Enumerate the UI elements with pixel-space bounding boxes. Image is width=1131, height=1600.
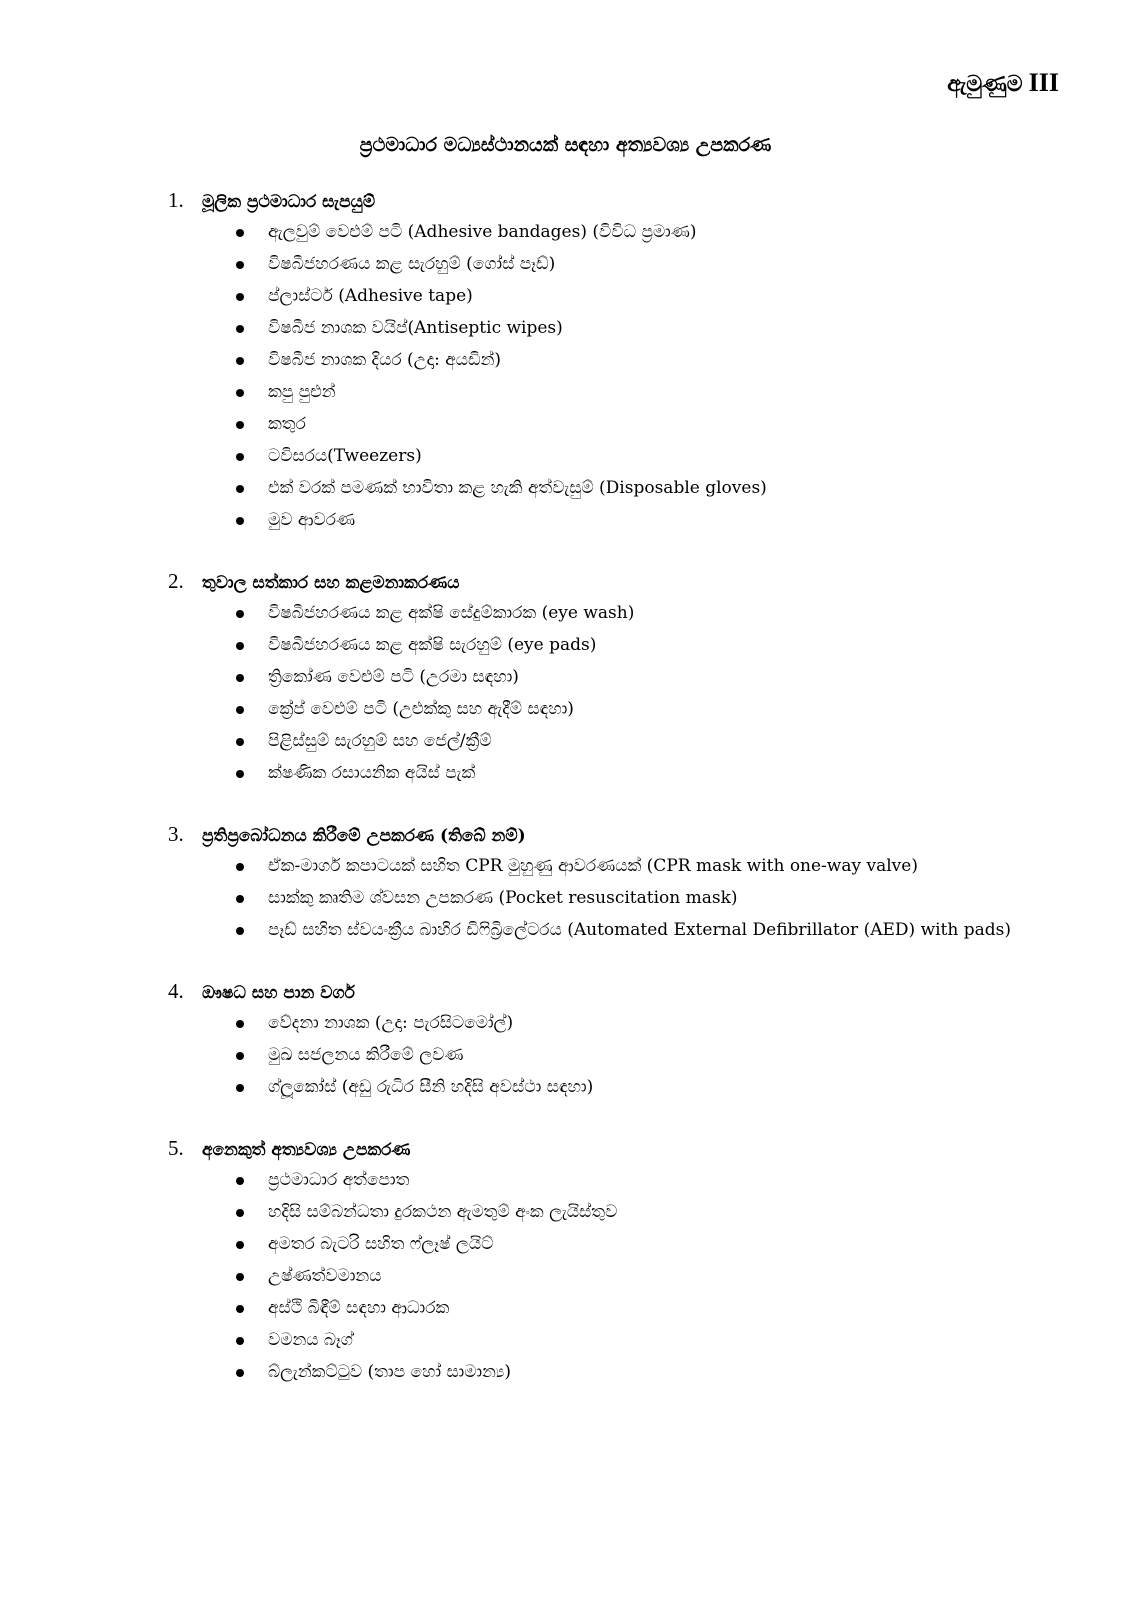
- bullet-icon: [236, 895, 244, 903]
- list-item: [236, 505, 1028, 537]
- document-title: ප්‍රථමාධාර මධ්‍යස්ථානයක් සඳහා අත්‍යවශ්‍ය උපකරණ: [359, 134, 772, 156]
- item-text: බ්ලැන්කට්ටුව (තාප හෝ සාමාන්‍ය): [268, 1362, 511, 1382]
- bullet-icon: [236, 1052, 244, 1060]
- section-number: 5.: [168, 1136, 184, 1160]
- section-title: තුවාල සත්කාර සහ කළමනාකරණය: [202, 573, 460, 593]
- item-text: පිළිස්සුම් සැරහුම් සහ ජෙල්/ක්‍රීම්: [268, 731, 492, 751]
- item-text: ප්‍රථමාධාර අත්පොත: [268, 1170, 410, 1190]
- item-text: අමතර බැටරි සහිත ෆ්ලෑෂ් ලයිට්: [268, 1234, 494, 1254]
- list-item: [236, 694, 1028, 726]
- list-item: [236, 630, 1028, 662]
- annex-label: [947, 68, 1059, 98]
- bullet-icon: [236, 863, 244, 871]
- bullet-icon: [236, 610, 244, 618]
- bullet-icon: [236, 1084, 244, 1092]
- item-text: ටවිසරය(Tweezers): [268, 446, 422, 466]
- list-item: [236, 1008, 1028, 1040]
- item-text: ත්‍රිකෝණ වෙළුම් පටි (උරමා සඳහා): [268, 667, 519, 687]
- section-number: 1.: [168, 188, 184, 212]
- section-title: ඖෂධ සහ පාන වර්ග: [202, 983, 355, 1003]
- bullet-icon: [236, 1177, 244, 1185]
- item-text: ග්ලූකෝස් (අඩු රුධිර සීනි හදිසි අවස්ථා සඳහා): [268, 1077, 594, 1097]
- section-number: 4.: [168, 979, 184, 1003]
- bullet-icon: [236, 738, 244, 746]
- section-title: අනෙකුත් අත්‍යවශ්‍ය උපකරණ: [202, 1140, 411, 1160]
- section-number: 3.: [168, 822, 184, 846]
- item-text: විෂබීජ නාශක වයිප්(Antiseptic wipes): [268, 318, 563, 338]
- bullet-icon: [236, 453, 244, 461]
- bullet-icon: [236, 517, 244, 525]
- bullet-icon: [236, 674, 244, 682]
- section-heading: [168, 569, 1028, 594]
- section-number: 2.: [168, 569, 184, 593]
- list-item: [236, 1040, 1028, 1072]
- section-heading: [168, 822, 1028, 847]
- section-heading: [168, 979, 1028, 1004]
- bullet-icon: [236, 293, 244, 301]
- list-item: [236, 1229, 1028, 1261]
- item-list: [168, 1165, 1028, 1389]
- bullet-icon: [236, 1273, 244, 1281]
- bullet-icon: [236, 770, 244, 778]
- item-text: ඒක-මාර්ග කපාටයක් සහිත CPR මුහුණු ආවරණයක් (CPR mask with one-way valve): [268, 856, 918, 876]
- item-text: ඇලවුම් වෙළුම් පටි (Adhesive bandages) (විවිධ ප්‍රමාණ): [268, 222, 697, 242]
- bullet-icon: [236, 1241, 244, 1249]
- bullet-icon: [236, 229, 244, 237]
- list-item: [236, 249, 1028, 281]
- item-text: අස්ථි බිඳීම් සඳහා ආධාරක: [268, 1298, 450, 1318]
- bullet-icon: [236, 357, 244, 365]
- list-item: [236, 1165, 1028, 1197]
- item-text: වේදනා නාශක (උදා: පැරසිටමෝල්): [268, 1013, 514, 1033]
- section-1: [168, 188, 1028, 537]
- section-title: මූලික ප්‍රථමාධාර සැපයුම්: [202, 192, 376, 212]
- bullet-icon: [236, 642, 244, 650]
- list-item: [236, 409, 1028, 441]
- item-text: විෂබීජහරණය කළ අක්ෂි සැරහුම් (eye pads): [268, 635, 597, 655]
- item-text: ක්‍රේප් වෙළුම් පටි (උළුක්කු සහ ඇදීම් සඳහා): [268, 699, 574, 719]
- item-text: උෂ්ණත්වමානය: [268, 1266, 382, 1286]
- list-item: [236, 1293, 1028, 1325]
- bullet-icon: [236, 927, 244, 935]
- list-item: [236, 1357, 1028, 1389]
- list-item: [236, 473, 1028, 505]
- item-list: [168, 598, 1028, 790]
- item-text: විෂබීජ නාශක දියර (උදා: අයඩින්): [268, 350, 502, 370]
- list-item: [236, 758, 1028, 790]
- annex-word: ඇමුණුම: [947, 71, 1023, 97]
- bullet-icon: [236, 325, 244, 333]
- section-list: [168, 188, 1028, 1421]
- list-item: [236, 377, 1028, 409]
- bullet-icon: [236, 1020, 244, 1028]
- list-item: [236, 281, 1028, 313]
- section-3: [168, 822, 1028, 947]
- list-item: [236, 915, 1028, 947]
- item-text: විෂබීජහරණය කළ අක්ෂි සේදුම්කාරක (eye wash): [268, 603, 635, 623]
- bullet-icon: [236, 389, 244, 397]
- item-text: එක් වරක් පමණක් භාවිතා කළ හැකි අත්වැසුම් (Disposable gloves): [268, 478, 767, 498]
- item-text: සාක්කු කෘතිම ශ්වසන උපකරණ (Pocket resuscitation mask): [268, 888, 738, 908]
- bullet-icon: [236, 1369, 244, 1377]
- item-text: පෑඩ් සහිත ස්වයංක්‍රීය බාහිර ඩිෆිබ්‍රිලේටරය (Automated External Defibrillator (AED) with pads): [268, 920, 1011, 940]
- section-heading: [168, 1136, 1028, 1161]
- item-list: [168, 217, 1028, 537]
- section-title: ප්‍රතිප්‍රබෝධනය කිරීමේ උපකරණ (තිබේ නම්): [202, 826, 526, 846]
- list-item: [236, 662, 1028, 694]
- item-text: ප්ලාස්ටර් (Adhesive tape): [268, 286, 473, 306]
- list-item: [236, 313, 1028, 345]
- bullet-icon: [236, 261, 244, 269]
- bullet-icon: [236, 1209, 244, 1217]
- list-item: [236, 598, 1028, 630]
- bullet-icon: [236, 1305, 244, 1313]
- item-text: කපු පුළුන්: [268, 382, 336, 402]
- annex-number: III: [1028, 68, 1059, 97]
- bullet-icon: [236, 706, 244, 714]
- list-item: [236, 1072, 1028, 1104]
- item-text: විෂබීජහරණය කළ සැරහුම් (ගෝස් පෑඩ්): [268, 254, 556, 274]
- list-item: [236, 345, 1028, 377]
- bullet-icon: [236, 421, 244, 429]
- section-5: [168, 1136, 1028, 1389]
- list-item: [236, 1325, 1028, 1357]
- item-text: මුඛ සජලනය කිරීමේ ලවණ: [268, 1045, 464, 1065]
- item-list: [168, 1008, 1028, 1104]
- section-4: [168, 979, 1028, 1104]
- list-item: [236, 726, 1028, 758]
- bullet-icon: [236, 1337, 244, 1345]
- list-item: [236, 1197, 1028, 1229]
- list-item: [236, 441, 1028, 473]
- item-text: මුව ආවරණ: [268, 510, 356, 530]
- list-item: [236, 883, 1028, 915]
- list-item: [236, 1261, 1028, 1293]
- section-heading: [168, 188, 1028, 213]
- item-text: කතුර: [268, 414, 306, 434]
- item-text: වමනය බෑග්: [268, 1330, 353, 1350]
- bullet-icon: [236, 485, 244, 493]
- list-item: [236, 217, 1028, 249]
- item-text: හදිසි සම්බන්ධතා දුරකථන ඇමතුම් අංක ලැයිස්තුව: [268, 1202, 618, 1222]
- section-2: [168, 569, 1028, 790]
- item-text: ක්ෂණික රසායනික අයිස් පැක්: [268, 763, 476, 783]
- list-item: [236, 851, 1028, 883]
- item-list: [168, 851, 1028, 947]
